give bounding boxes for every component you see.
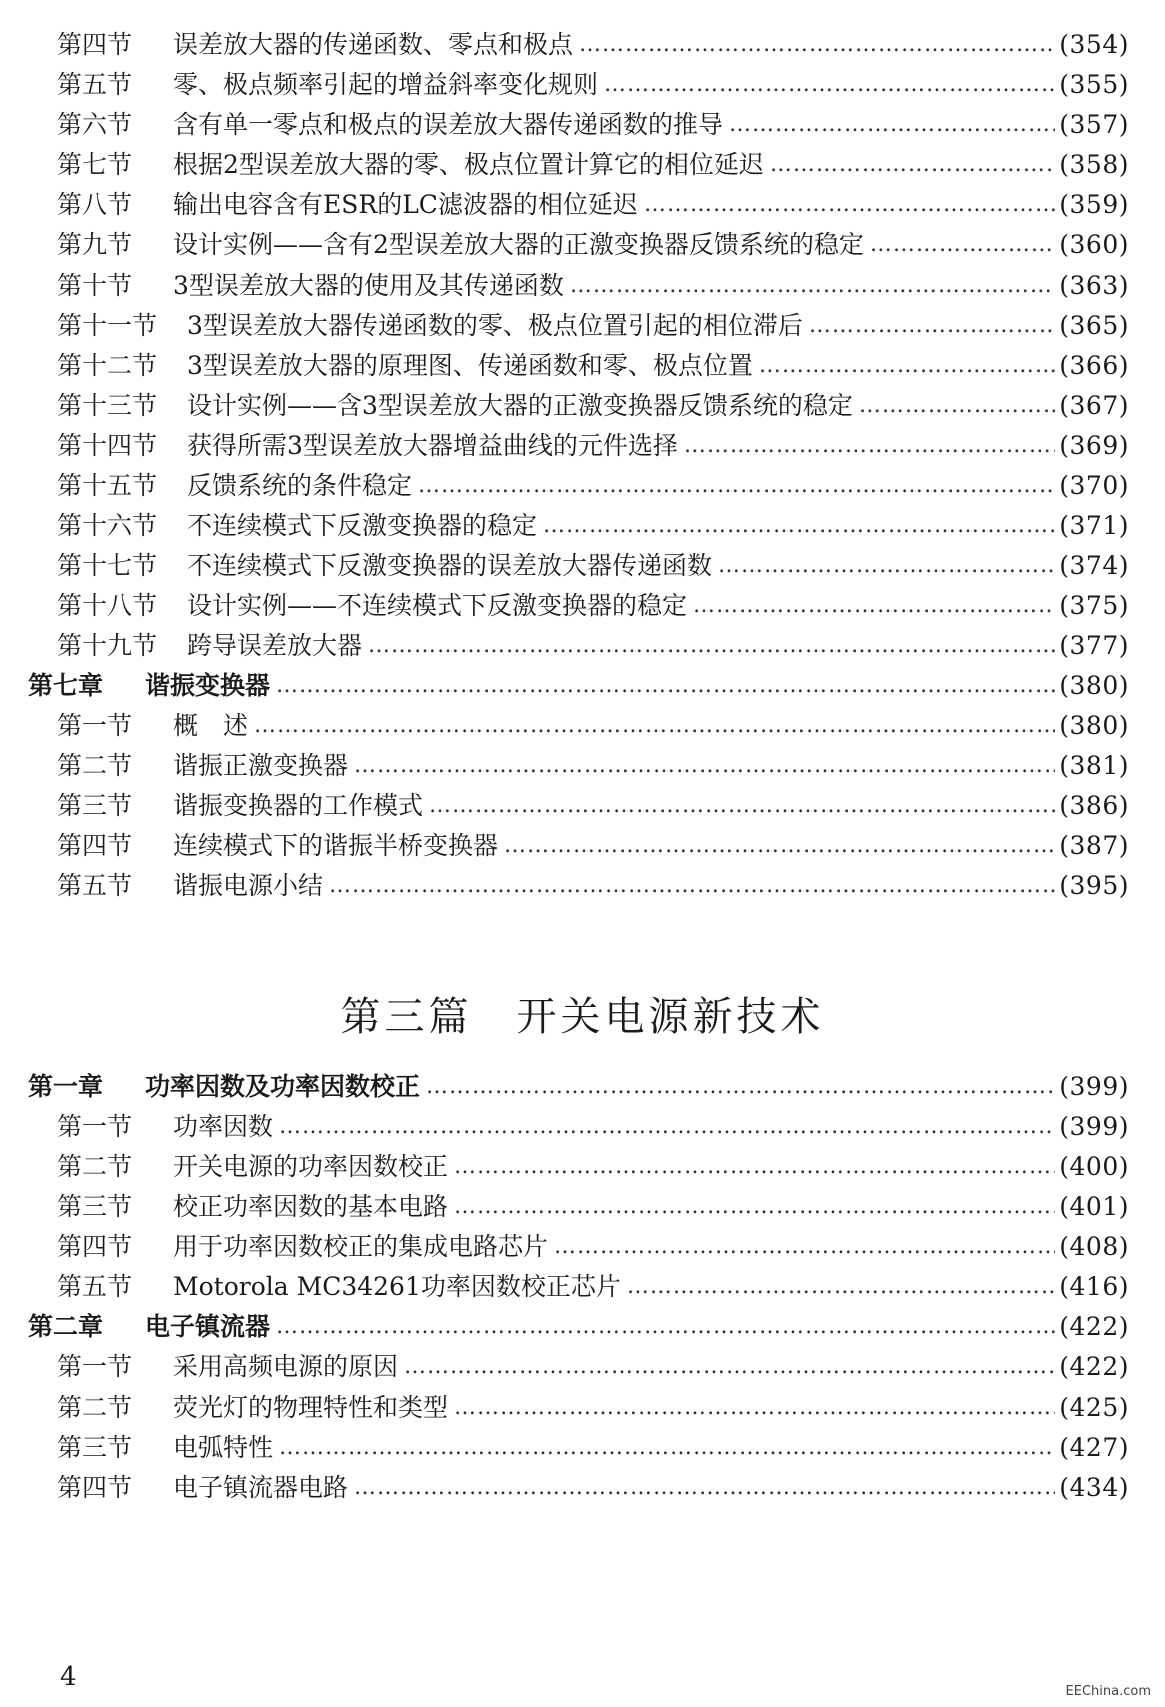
- toc-entry[interactable]: [57, 468, 1129, 504]
- dot-leader: [770, 147, 1055, 183]
- dot-leader: [418, 468, 1055, 504]
- section-title: 校正功率因数的基本电路: [173, 1192, 449, 1221]
- toc-entry[interactable]: [57, 1430, 1129, 1466]
- section-number: 第十六节: [57, 511, 158, 540]
- page-ref: (425): [1059, 1393, 1129, 1422]
- section-number: 第二节: [57, 1152, 133, 1181]
- page-ref: (401): [1059, 1192, 1129, 1221]
- toc-entry[interactable]: [57, 748, 1129, 784]
- section-number: 第四节: [57, 1232, 133, 1261]
- section-title: 用于功率因数校正的集成电路芯片: [173, 1232, 549, 1261]
- section-number: 第十一节: [57, 311, 158, 340]
- page-ref: (367): [1059, 391, 1129, 420]
- toc-chapter-entry[interactable]: [28, 1069, 1129, 1105]
- section-title: 谐振电源小结: [173, 871, 324, 900]
- page-ref: (422): [1059, 1352, 1129, 1381]
- dot-leader: [454, 1390, 1055, 1426]
- dot-leader: [570, 268, 1055, 304]
- page-ref: (354): [1059, 30, 1129, 59]
- chapter-title: 谐振变换器: [145, 671, 271, 700]
- section-title: 电子镇流器电路: [173, 1473, 349, 1502]
- chapter-number: 第一章: [28, 1072, 104, 1101]
- toc-entry[interactable]: [57, 268, 1129, 304]
- section-number: 第十七节: [57, 551, 158, 580]
- chapter-title: 电子镇流器: [145, 1312, 271, 1341]
- dot-leader: [276, 1309, 1055, 1345]
- dot-leader: [254, 708, 1055, 744]
- section-number: 第三节: [57, 791, 133, 820]
- section-title: 输出电容含有ESR的LC滤波器的相位延迟: [173, 190, 638, 219]
- dot-leader: [454, 1189, 1055, 1225]
- dot-leader: [279, 1109, 1055, 1145]
- toc-entry[interactable]: [57, 1349, 1129, 1385]
- section-number: 第一节: [57, 1352, 133, 1381]
- section-number: 第二节: [57, 751, 133, 780]
- toc-entry[interactable]: [57, 1109, 1129, 1145]
- section-number: 第一节: [57, 711, 133, 740]
- dot-leader: [404, 1349, 1055, 1385]
- dot-leader: [718, 548, 1055, 584]
- page-ref: (366): [1059, 351, 1129, 380]
- dot-leader: [504, 828, 1055, 864]
- dot-leader: [429, 788, 1055, 824]
- dot-leader: [554, 1229, 1055, 1265]
- page-ref: (355): [1059, 70, 1129, 99]
- dot-leader: [354, 748, 1055, 784]
- toc-entry[interactable]: [57, 428, 1129, 464]
- section-title: 荧光灯的物理特性和类型: [173, 1393, 449, 1422]
- dot-leader: [644, 187, 1055, 223]
- section-title: 设计实例——不连续模式下反激变换器的稳定: [187, 591, 688, 620]
- toc-entry[interactable]: [57, 628, 1129, 664]
- section-title: 误差放大器的传递函数、零点和极点: [173, 30, 574, 59]
- section-number: 第十八节: [57, 591, 158, 620]
- toc-entry[interactable]: [57, 868, 1129, 904]
- page-ref: (387): [1059, 831, 1129, 860]
- dot-leader: [693, 588, 1055, 624]
- section-number: 第一节: [57, 1112, 133, 1141]
- section-title: 跨导误差放大器: [187, 631, 363, 660]
- section-title: 含有单一零点和极点的误差放大器传递函数的推导: [173, 110, 724, 139]
- page-ref: (357): [1059, 110, 1129, 139]
- dot-leader: [368, 628, 1055, 664]
- dot-leader: [627, 1269, 1055, 1305]
- dot-leader: [543, 508, 1055, 544]
- toc-entry[interactable]: [57, 1390, 1129, 1426]
- section-number: 第九节: [57, 230, 133, 259]
- toc-chapter-entry[interactable]: [28, 1309, 1129, 1345]
- page-ref: (363): [1059, 271, 1129, 300]
- toc-entry[interactable]: [57, 1470, 1129, 1506]
- section-title: 3型误差放大器的原理图、传递函数和零、极点位置: [187, 351, 753, 380]
- page-ref: (371): [1059, 511, 1129, 540]
- section-number: 第二节: [57, 1393, 133, 1422]
- section-title: 功率因数: [173, 1112, 274, 1141]
- page-ref: (408): [1059, 1232, 1129, 1261]
- dot-leader: [729, 107, 1055, 143]
- dot-leader: [859, 388, 1055, 424]
- section-number: 第五节: [57, 1272, 133, 1301]
- dot-leader: [579, 27, 1055, 63]
- section-number: 第四节: [57, 1473, 133, 1502]
- section-title: 零、极点频率引起的增益斜率变化规则: [173, 70, 599, 99]
- toc-entry[interactable]: [57, 147, 1129, 183]
- dot-leader: [276, 668, 1055, 704]
- section-title: 谐振变换器的工作模式: [173, 791, 424, 820]
- page-ref: (380): [1059, 671, 1129, 700]
- page-ref: (381): [1059, 751, 1129, 780]
- dot-leader: [870, 227, 1055, 263]
- toc-entry[interactable]: [57, 588, 1129, 624]
- section-number: 第四节: [57, 831, 133, 860]
- section-title: 设计实例——含3型误差放大器的正激变换器反馈系统的稳定: [187, 391, 853, 420]
- dot-leader: [354, 1470, 1055, 1506]
- toc-entry[interactable]: [57, 1189, 1129, 1225]
- section-title: 设计实例——含有2型误差放大器的正激变换器反馈系统的稳定: [173, 230, 864, 259]
- section-title: 谐振正激变换器: [173, 751, 349, 780]
- section-title: 反馈系统的条件稳定: [187, 471, 413, 500]
- dot-leader: [426, 1069, 1055, 1105]
- dot-leader: [684, 428, 1055, 464]
- page-number: 4: [60, 1662, 77, 1692]
- toc-entry[interactable]: [57, 187, 1129, 223]
- section-title: 不连续模式下反激变换器的稳定: [187, 511, 538, 540]
- toc-entry[interactable]: [57, 1269, 1129, 1305]
- page-ref: (377): [1059, 631, 1129, 660]
- section-title: 开关电源的功率因数校正: [173, 1152, 449, 1181]
- page-ref: (375): [1059, 591, 1129, 620]
- dot-leader: [329, 868, 1055, 904]
- toc-entry[interactable]: [57, 508, 1129, 544]
- toc-entry[interactable]: [57, 67, 1129, 103]
- page-ref: (399): [1059, 1072, 1129, 1101]
- section-title: 概 述: [173, 711, 249, 740]
- toc-entry[interactable]: [57, 308, 1129, 344]
- section-number: 第十五节: [57, 471, 158, 500]
- section-title: 连续模式下的谐振半桥变换器: [173, 831, 499, 860]
- section-number: 第十二节: [57, 351, 158, 380]
- chapter-number: 第二章: [28, 1312, 104, 1341]
- page-ref: (399): [1059, 1112, 1129, 1141]
- section-number: 第十九节: [57, 631, 158, 660]
- dot-leader: [809, 308, 1055, 344]
- toc-entry[interactable]: [57, 27, 1129, 63]
- section-number: 第八节: [57, 190, 133, 219]
- page-ref: (374): [1059, 551, 1129, 580]
- page-ref: (370): [1059, 471, 1129, 500]
- page-ref: (400): [1059, 1152, 1129, 1181]
- toc-entry[interactable]: [57, 107, 1129, 143]
- page-ref: (380): [1059, 711, 1129, 740]
- section-title: Motorola MC34261功率因数校正芯片: [173, 1272, 621, 1301]
- section-number: 第六节: [57, 110, 133, 139]
- page-ref: (416): [1059, 1272, 1129, 1301]
- section-title: 电弧特性: [173, 1433, 274, 1462]
- page-ref: (365): [1059, 311, 1129, 340]
- page-ref: (427): [1059, 1433, 1129, 1462]
- chapter-number: 第七章: [28, 671, 104, 700]
- toc-entry[interactable]: [57, 788, 1129, 824]
- section-number: 第十节: [57, 271, 133, 300]
- section-number: 第十四节: [57, 431, 158, 460]
- section-title: 获得所需3型误差放大器增益曲线的元件选择: [187, 431, 678, 460]
- dot-leader: [454, 1149, 1055, 1185]
- toc-entry[interactable]: [57, 1149, 1129, 1185]
- toc-entry[interactable]: [57, 1229, 1129, 1265]
- dot-leader: [279, 1430, 1055, 1466]
- page-ref: (422): [1059, 1312, 1129, 1341]
- chapter-title: 功率因数及功率因数校正: [145, 1072, 421, 1101]
- section-number: 第四节: [57, 30, 133, 59]
- section-title: 采用高频电源的原因: [173, 1352, 399, 1381]
- toc-entry[interactable]: [57, 708, 1129, 744]
- dot-leader: [759, 348, 1055, 384]
- section-title: 3型误差放大器传递函数的零、极点位置引起的相位滞后: [187, 311, 803, 340]
- section-number: 第五节: [57, 871, 133, 900]
- page-ref: (358): [1059, 150, 1129, 179]
- watermark: EEChina.com: [1065, 1684, 1151, 1699]
- toc-entry[interactable]: [57, 388, 1129, 424]
- dot-leader: [604, 67, 1055, 103]
- section-title: 3型误差放大器的使用及其传递函数: [173, 271, 564, 300]
- part-title: 第三篇 开关电源新技术: [340, 994, 825, 1040]
- toc-entry[interactable]: [57, 227, 1129, 263]
- section-number: 第三节: [57, 1192, 133, 1221]
- section-title: 根据2型误差放大器的零、极点位置计算它的相位延迟: [173, 150, 764, 179]
- section-number: 第三节: [57, 1433, 133, 1462]
- section-number: 第十三节: [57, 391, 158, 420]
- section-title: 不连续模式下反激变换器的误差放大器传递函数: [187, 551, 713, 580]
- toc-entry[interactable]: [57, 348, 1129, 384]
- toc-chapter-entry[interactable]: [28, 668, 1129, 704]
- page-ref: (386): [1059, 791, 1129, 820]
- toc-entry[interactable]: [57, 828, 1129, 864]
- section-number: 第五节: [57, 70, 133, 99]
- page-ref: (434): [1059, 1473, 1129, 1502]
- toc-entry[interactable]: [57, 548, 1129, 584]
- section-number: 第七节: [57, 150, 133, 179]
- page-ref: (360): [1059, 230, 1129, 259]
- page-ref: (369): [1059, 431, 1129, 460]
- page-ref: (359): [1059, 190, 1129, 219]
- page-ref: (395): [1059, 871, 1129, 900]
